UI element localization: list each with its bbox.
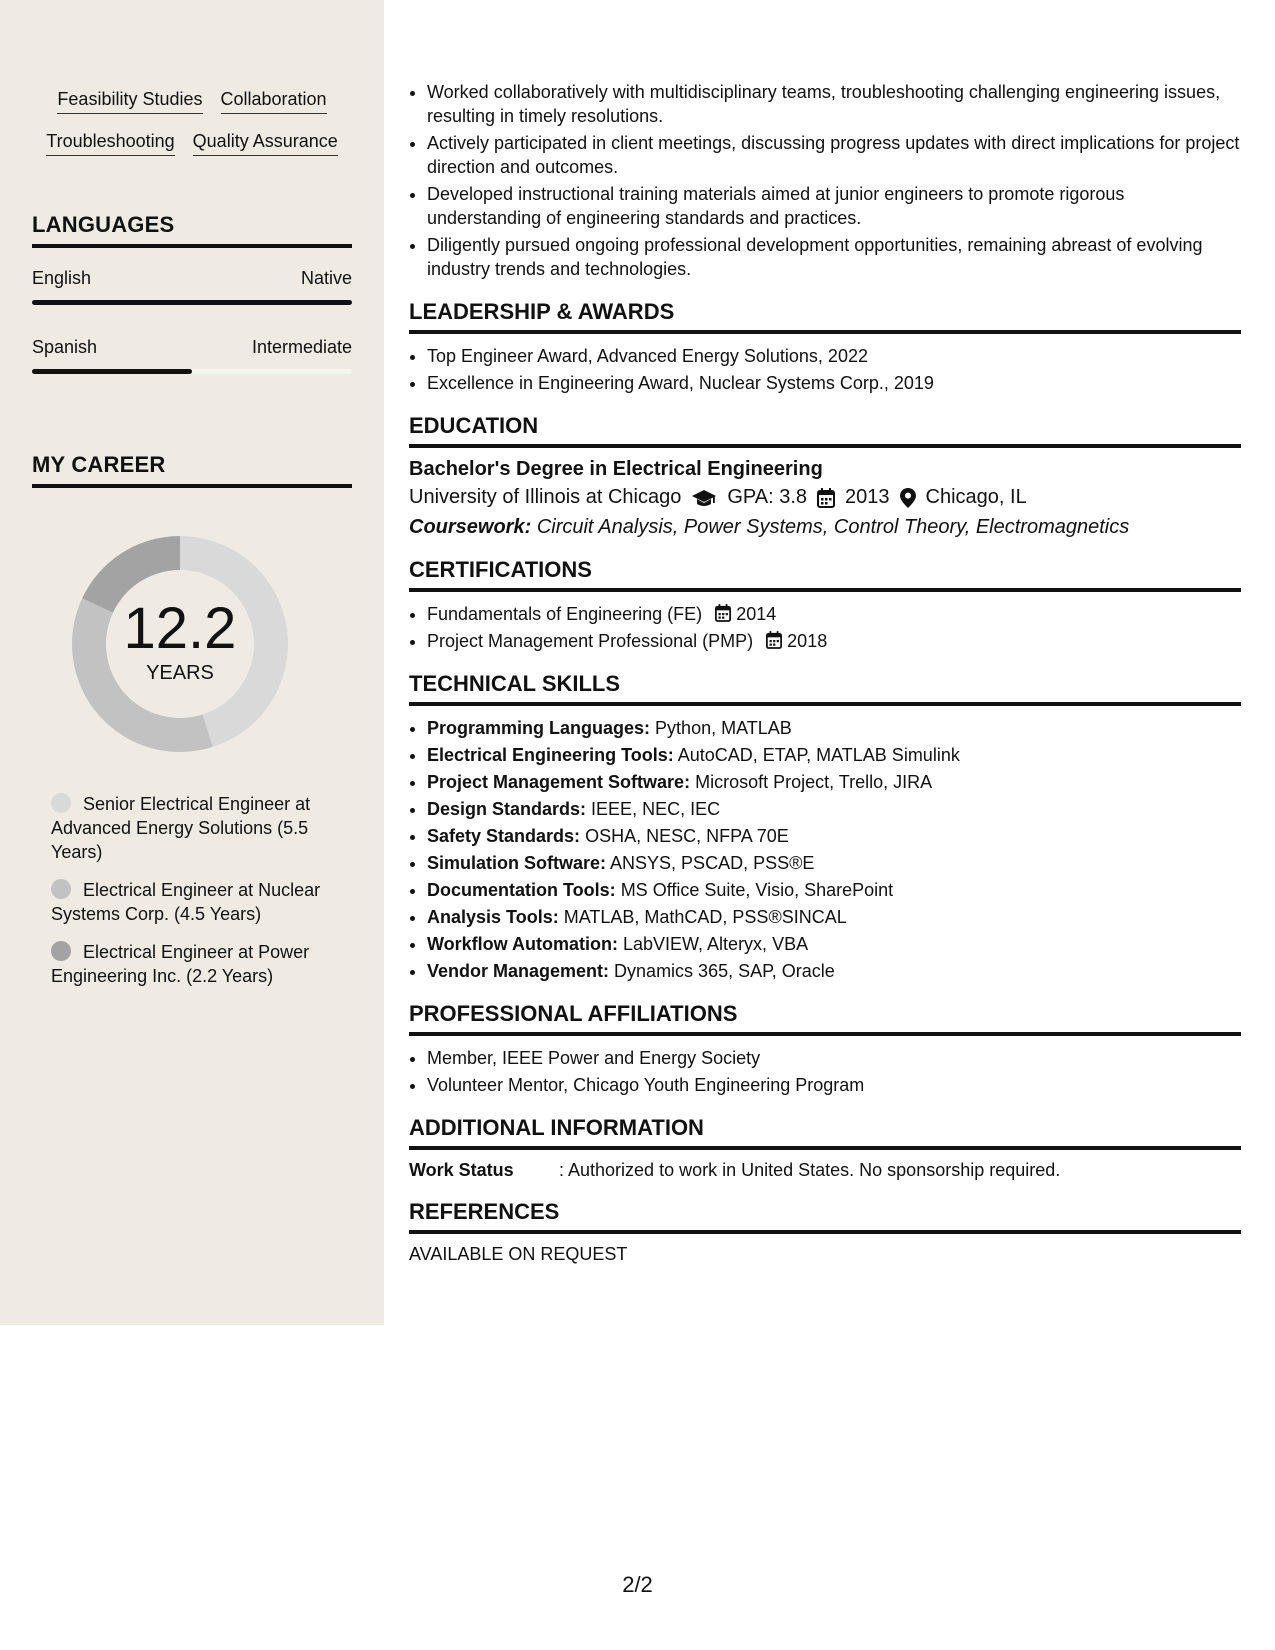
- skill-value: OSHA, NESC, NFPA 70E: [585, 826, 789, 846]
- language-name: Spanish: [32, 337, 98, 357]
- skill-tag: Troubleshooting: [46, 130, 174, 156]
- donut-center: [66, 530, 294, 758]
- legend-dot: [51, 941, 71, 961]
- career-legend-item: [51, 792, 331, 864]
- references-text: AVAILABLE ON REQUEST: [409, 1244, 628, 1264]
- skills-list: [409, 716, 1241, 983]
- skill-item: [427, 878, 1241, 902]
- skill-value: MS Office Suite, Visio, SharePoint: [620, 880, 894, 900]
- additional-info-heading: ADDITIONAL INFORMATION: [409, 1115, 1241, 1150]
- awards-heading: LEADERSHIP & AWARDS: [409, 299, 1241, 334]
- page-number: 2/2: [622, 1572, 653, 1597]
- language-level: Native: [300, 268, 352, 288]
- skill-tag: Collaboration: [221, 88, 327, 114]
- coursework-label: Coursework:: [409, 516, 532, 538]
- references-heading: REFERENCES: [409, 1199, 1241, 1234]
- skill-value: LabVIEW, Alteryx, VBA: [623, 934, 809, 954]
- tag-row: [32, 130, 352, 156]
- career-legend-label: Electrical Engineer at Nuclear Systems Corp. (4.5 Years): [51, 880, 321, 924]
- education-location: Chicago, IL: [925, 486, 1027, 508]
- legend-dot: [51, 879, 71, 899]
- education-heading: EDUCATION: [409, 413, 1241, 448]
- skill-label: Safety Standards:: [427, 826, 581, 846]
- experience-bullets: [409, 80, 1241, 281]
- affiliation-item: • Volunteer Mentor, Chicago Youth Engineering Program: [427, 1073, 1241, 1097]
- skill-value: Python, MATLAB: [655, 718, 792, 738]
- language-level: Intermediate: [251, 337, 352, 357]
- skill-item: [427, 797, 1241, 821]
- language-bar-fill: [32, 300, 352, 305]
- language-item: [32, 337, 352, 374]
- language-name: English: [32, 268, 92, 288]
- career-legend-item: [51, 878, 331, 926]
- award-item: • Top Engineer Award, Advanced Energy Solutions, 2022: [427, 344, 1241, 368]
- language-bar: [32, 300, 352, 305]
- education-coursework: [409, 516, 1241, 539]
- calendar-icon: [766, 631, 782, 649]
- awards-list: [409, 344, 1241, 395]
- tag-row: [32, 88, 352, 114]
- skill-tags: [32, 88, 352, 172]
- certification-year: 2018: [787, 631, 828, 651]
- skill-item: [427, 905, 1241, 929]
- sidebar: [0, 0, 384, 1325]
- languages-heading: LANGUAGES: [32, 212, 352, 248]
- coursework-list: Circuit Analysis, Power Systems, Control Theory, Electromagnetics: [536, 516, 1130, 538]
- work-status-label: Work Status: [409, 1160, 514, 1180]
- main-content: [409, 80, 1241, 1265]
- work-status-value: : Authorized to work in United States. No sponsorship required.: [559, 1160, 1061, 1180]
- skill-label: Workflow Automation:: [427, 934, 618, 954]
- skill-label: Design Standards:: [427, 799, 587, 819]
- certifications-list: [409, 602, 1241, 653]
- skill-label: Vendor Management:: [427, 961, 610, 981]
- skill-item: [427, 851, 1241, 875]
- certification-item: [427, 602, 1241, 626]
- language-bar-fill: [32, 369, 192, 374]
- career-legend-item: [51, 940, 331, 988]
- skill-value: IEEE, NEC, IEC: [591, 799, 721, 819]
- experience-bullet: • Worked collaboratively with multidisciplinary teams, troubleshooting challenging engineering issues, resulting in timely resolutions.: [427, 80, 1241, 128]
- certification-name: Fundamentals of Engineering (FE): [427, 604, 703, 624]
- skill-item: [427, 959, 1241, 983]
- skill-value: Dynamics 365, SAP, Oracle: [614, 961, 835, 981]
- skill-item: [427, 824, 1241, 848]
- education-degree: Bachelor's Degree in Electrical Engineering: [409, 458, 823, 480]
- career-heading: MY CAREER: [32, 452, 352, 488]
- affiliations-list: [409, 1046, 1241, 1097]
- legend-dot: [51, 793, 71, 813]
- certification-item: [427, 629, 1241, 653]
- skill-value: AutoCAD, ETAP, MATLAB Simulink: [677, 745, 960, 765]
- skill-item: [427, 770, 1241, 794]
- experience-bullet: • Developed instructional training materials aimed at junior engineers to promote rigorous understanding of engineering standards and practices.: [427, 182, 1241, 230]
- skills-heading: TECHNICAL SKILLS: [409, 671, 1241, 706]
- education-gpa: GPA: 3.8: [727, 486, 808, 508]
- graduation-cap-icon: [691, 488, 717, 508]
- career-legend: [51, 792, 331, 1002]
- experience-bullet: • Diligently pursued ongoing professional development opportunities, remaining abreast of evolving industry trends and technologies.: [427, 233, 1241, 281]
- skill-value: ANSYS, PSCAD, PSS®E: [610, 853, 815, 873]
- education-details: [409, 486, 1241, 509]
- skill-label: Programming Languages:: [427, 718, 651, 738]
- career-years-unit: YEARS: [146, 661, 214, 684]
- skill-item: [427, 932, 1241, 956]
- skill-tag: Feasibility Studies: [57, 88, 202, 114]
- skill-label: Simulation Software:: [427, 853, 607, 873]
- certifications-heading: CERTIFICATIONS: [409, 557, 1241, 592]
- certification-year: 2014: [736, 604, 777, 624]
- career-donut-chart: [66, 530, 294, 758]
- skill-item: [427, 743, 1241, 767]
- skill-label: Analysis Tools:: [427, 907, 559, 927]
- affiliations-heading: PROFESSIONAL AFFILIATIONS: [409, 1001, 1241, 1036]
- map-pin-icon: [900, 488, 916, 508]
- work-status-row: [409, 1160, 1241, 1181]
- experience-bullet: • Actively participated in client meetings, discussing progress updates with direct implications for project direction and outcomes.: [427, 131, 1241, 179]
- calendar-icon: [715, 604, 731, 622]
- certification-name: Project Management Professional (PMP): [427, 631, 754, 651]
- skill-value: MATLAB, MathCAD, PSS®SINCAL: [563, 907, 847, 927]
- skill-value: Microsoft Project, Trello, JIRA: [695, 772, 933, 792]
- career-legend-label: Senior Electrical Engineer at Advanced Energy Solutions (5.5 Years): [51, 794, 311, 862]
- education-school: University of Illinois at Chicago: [409, 486, 682, 508]
- award-item: • Excellence in Engineering Award, Nuclear Systems Corp., 2019: [427, 371, 1241, 395]
- calendar-icon: [817, 488, 835, 508]
- skill-label: Project Management Software:: [427, 772, 691, 792]
- skill-item: [427, 716, 1241, 740]
- career-total-years: 12.2: [123, 595, 237, 661]
- language-bar: [32, 369, 352, 374]
- affiliation-item: • Member, IEEE Power and Energy Society: [427, 1046, 1241, 1070]
- education-year: 2013: [845, 486, 890, 508]
- skill-tag: Quality Assurance: [193, 130, 338, 156]
- language-item: [32, 268, 352, 305]
- career-legend-label: Electrical Engineer at Power Engineering Inc. (2.2 Years): [51, 942, 310, 986]
- skill-label: Electrical Engineering Tools:: [427, 745, 674, 765]
- skill-label: Documentation Tools:: [427, 880, 616, 900]
